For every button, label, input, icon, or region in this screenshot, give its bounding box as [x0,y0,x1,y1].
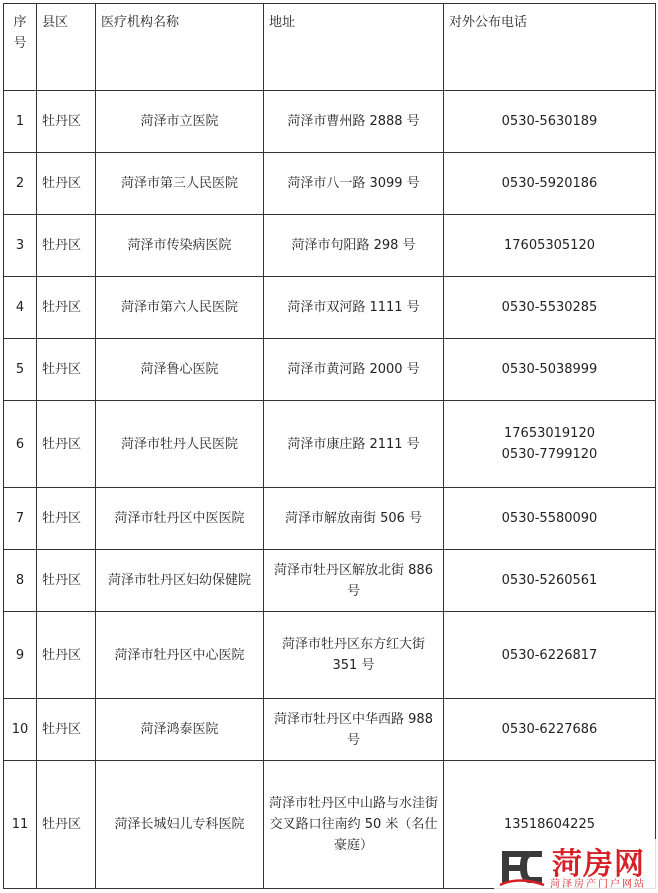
row-address: 菏泽市句阳路 298 号 [264,215,444,277]
row-address: 菏泽市曹州路 2888 号 [264,91,444,153]
row-address: 菏泽市牡丹区解放北街 886 号 [264,550,444,612]
row-name: 菏泽长城妇儿专科医院 [96,761,264,889]
row-district: 牡丹区 [37,488,96,550]
hospital-table [3,3,656,889]
row-district: 牡丹区 [37,401,96,488]
row-idx: 6 [4,401,37,488]
row-phone: 0530-5580090 [444,488,656,550]
row-idx: 11 [4,761,37,889]
header-district: 县区 [37,4,96,91]
header-address: 地址 [264,4,444,91]
row-idx: 4 [4,277,37,339]
row-name: 菏泽市传染病医院 [96,215,264,277]
row-phone: 0530-5530285 [444,277,656,339]
row-name: 菏泽市牡丹区中医医院 [96,488,264,550]
table-row [4,401,656,488]
row-name: 菏泽市牡丹区中心医院 [96,612,264,699]
table-row [4,153,656,215]
table-row [4,91,656,153]
header-idx: 序号 [4,4,37,91]
table-row [4,699,656,761]
row-district: 牡丹区 [37,215,96,277]
row-name: 菏泽市牡丹人民医院 [96,401,264,488]
row-phone: 0530-5260561 [444,550,656,612]
brand-logo-icon [498,843,546,887]
row-address: 菏泽市牡丹区中山路与水洼街交叉路口往南约 50 米（名仕豪庭） [264,761,444,889]
row-name: 菏泽市第三人民医院 [96,153,264,215]
site-watermark [494,839,656,891]
row-district: 牡丹区 [37,339,96,401]
row-name: 菏泽鸿泰医院 [96,699,264,761]
row-address: 菏泽市解放南街 506 号 [264,488,444,550]
header-phone: 对外公布电话 [444,4,656,91]
table-row [4,339,656,401]
table-row [4,277,656,339]
table-row [4,612,656,699]
table-row [4,550,656,612]
row-phone [444,401,656,488]
row-phone: 13518604225 [444,761,656,889]
row-phone-primary: 17653019120 [504,426,595,441]
brand-name: 菏房网 [552,847,645,882]
row-address: 菏泽市牡丹区东方红大街 351 号 [264,612,444,699]
row-name: 菏泽市第六人民医院 [96,277,264,339]
brand-tagline: 菏泽房产门户网站 [550,879,646,890]
row-address: 菏泽市牡丹区中华西路 988 号 [264,699,444,761]
row-name: 菏泽鲁心医院 [96,339,264,401]
row-idx: 8 [4,550,37,612]
row-phone: 0530-5630189 [444,91,656,153]
header-name: 医疗机构名称 [96,4,264,91]
row-district: 牡丹区 [37,761,96,889]
row-address: 菏泽市双河路 1111 号 [264,277,444,339]
row-phone: 0530-6227686 [444,699,656,761]
row-address: 菏泽市八一路 3099 号 [264,153,444,215]
row-name: 菏泽市立医院 [96,91,264,153]
row-district: 牡丹区 [37,277,96,339]
row-phone: 0530-5038999 [444,339,656,401]
header-row [4,4,656,91]
row-phone: 17605305120 [444,215,656,277]
row-idx: 7 [4,488,37,550]
row-idx: 5 [4,339,37,401]
row-idx: 10 [4,699,37,761]
row-idx: 9 [4,612,37,699]
row-idx: 1 [4,91,37,153]
row-district: 牡丹区 [37,550,96,612]
row-district: 牡丹区 [37,153,96,215]
row-idx: 3 [4,215,37,277]
row-address: 菏泽市黄河路 2000 号 [264,339,444,401]
row-district: 牡丹区 [37,91,96,153]
row-district: 牡丹区 [37,612,96,699]
row-phone-secondary: 0530-7799120 [501,447,598,462]
row-phone: 0530-6226817 [444,612,656,699]
table-row [4,215,656,277]
row-name: 菏泽市牡丹区妇幼保健院 [96,550,264,612]
row-idx: 2 [4,153,37,215]
row-district: 牡丹区 [37,699,96,761]
table-row [4,488,656,550]
row-phone: 0530-5920186 [444,153,656,215]
row-address: 菏泽市康庄路 2111 号 [264,401,444,488]
